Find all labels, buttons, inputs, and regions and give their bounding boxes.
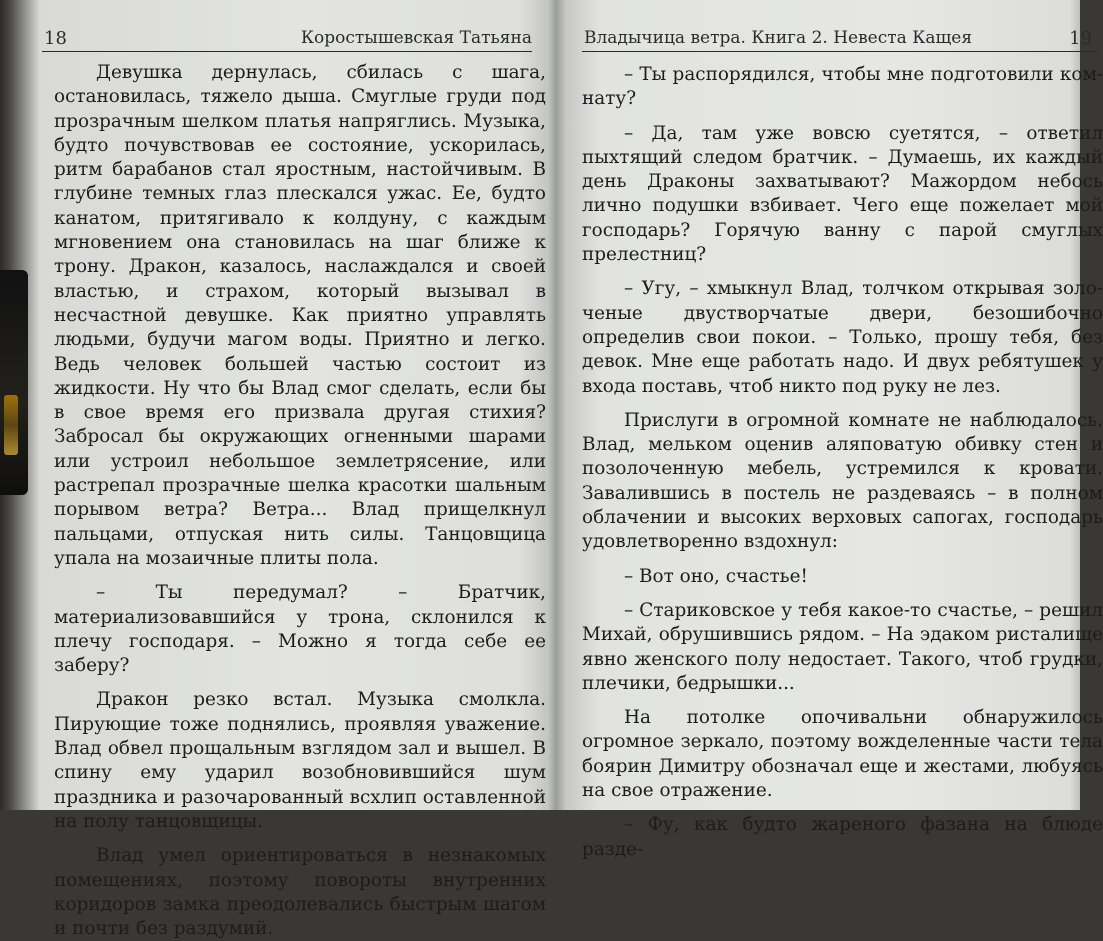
page-number: 19 bbox=[1069, 28, 1092, 49]
running-title-author: Коростышевская Татьяна bbox=[300, 28, 532, 48]
paragraph: – Фу, как будто жареного фазана на блюде разде- bbox=[582, 814, 1103, 860]
paragraph: – Стариковское у тебя какое-то счастье, – решил Михай, обрушившись рядом. – На эдаком ристалище явно женского полу недостает. Такого, чтоб грудки, плечики, бедрышки... bbox=[582, 599, 1103, 694]
running-title-book: Владычица ветра. Книга 2. Невеста Кащея bbox=[584, 28, 973, 48]
paragraph: – Да, там уже вовсю суетятся, – ответил пыхтящий следом братчик. – Думаешь, их каждый день Драконы захватывают? Мажордом небось лично подушки взбивает. Чего еще пожелает мой господарь? Горячую ванну с парой смуглых прелестниц? bbox=[582, 122, 1103, 266]
right-page-text bbox=[582, 63, 1103, 862]
paragraph: – Угу, – хмыкнул Влад, толчком открывая золоченые двустворчатые двери, безошибочно определив свои покои. – Только, прошу тебя, без девок. Мне еще работать надо. И двух ребятушек у входа поставь, чтоб никто под руку не лез. bbox=[582, 278, 1103, 397]
left-page-header bbox=[42, 26, 532, 52]
page-number: 18 bbox=[44, 28, 67, 49]
left-page-text bbox=[54, 61, 546, 941]
right-page-header bbox=[582, 26, 1098, 52]
paragraph: На потолке опочивальни обнаружилось огромное зеркало, поэтому вожделенные части тела боярин Димитру обозначал еще и жестами, любуясь на свое отражение. bbox=[582, 707, 1103, 802]
paragraph: – Ты передумал? – Братчик, материализовавшийся у трона, склонился к плечу господаря. – Можно я тогда себе ее заберу? bbox=[54, 582, 546, 677]
paragraph: Влад умел ориентироваться в незнакомых помещениях, поэтому повороты внутренних коридоров замка преодолевались быстрым шагом и почти без раздумий. bbox=[54, 845, 546, 940]
right-page bbox=[556, 0, 1103, 860]
paragraph: – Вот оно, счастье! bbox=[624, 565, 808, 587]
paragraph: Прислуги в огромной комнате не наблюдалось. Влад, мельком оценив аляповатую обивку стен и позолоченную мебель, устремился к кровати. Завалившись в постель не раздеваясь – в полном облачении и высоких верховых сапогах, господарь удовлетворенно вздохнул: bbox=[582, 409, 1103, 553]
paragraph: Дракон резко встал. Музыка смолкла. Пирующие тоже поднялись, проявляя уважение. Влад обвел прощальным взглядом зал и вышел. В спину ему ударил возобновившийся шум праздника и разочарованный всхлип оставленной на полу танцовщицы. bbox=[54, 689, 546, 832]
paragraph: Девушка дернулась, сбилась с шага, остановилась, тяжело дыша. Смуглые груди под прозрачным шелком платья напряглись. Музыка, будто почувствовав ее состояние, ускорилась, ритм барабанов стал яростным, настойчивым. В глубине темных глаз плескался ужас. Ее, будто канатом, притягивало к колдуну, с каждым мгновением она становилась на шаг ближе к трону. Дракон, казалось, наслаждался и своей властью, и страхом, который вызывал в несчастной девушке. Как приятно управлять людьми, будучи магом воды. Приятно и легко. Ведь человек большей частью состоит из жидкости. Ну что бы Влад смог сделать, если бы в свое время его призвала другая стихия? Забросал бы окружающих огненными шарами или устроил небольшое землетрясение, или растрепал прозрачные шелка красотки шальным порывом ветра? Ветра... Влад прищелкнул пальцами, отпуская нить силы. Танцовщица упала на мозаичные плиты пола. bbox=[54, 62, 546, 569]
paragraph: – Ты распорядился, чтобы мне подготовили комнату? bbox=[582, 64, 1103, 110]
